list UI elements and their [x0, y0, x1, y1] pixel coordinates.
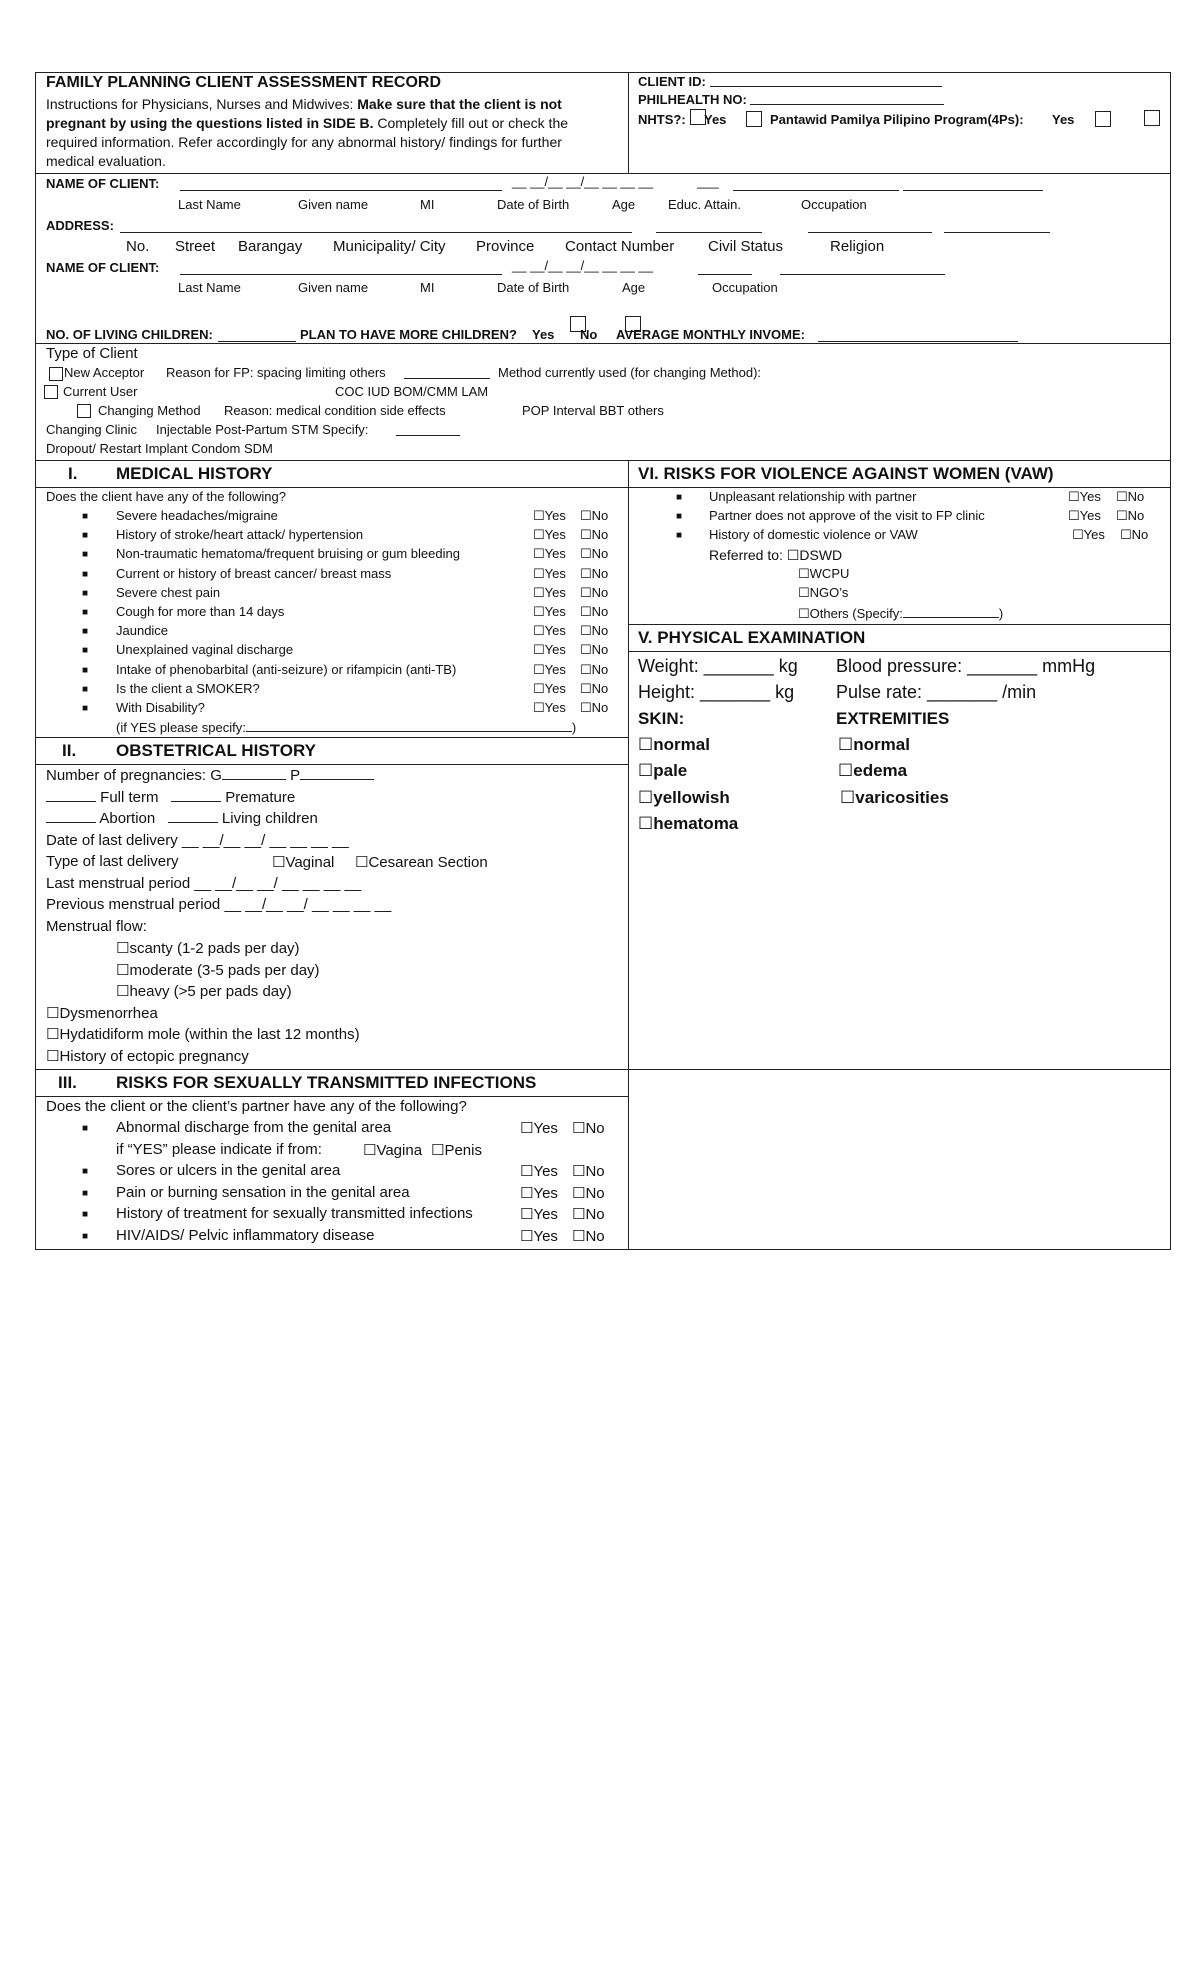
instructions-line-3: required information. Refer accordingly for any abnormal history/ findings for further [46, 134, 562, 150]
medical-item-vaginal-discharge: Unexplained vaginal discharge [116, 642, 294, 658]
spouse-name-field[interactable] [180, 262, 502, 275]
sti-item-4: History of treatment for sexually transmitted infections [116, 1205, 473, 1222]
bullet-icon: ■ [82, 1123, 89, 1134]
sub-mi: MI [420, 197, 435, 212]
medical-section-title: MEDICAL HISTORY [116, 464, 273, 483]
sti-item-2: Sores or ulcers in the genital area [116, 1162, 341, 1179]
bullet-icon: ■ [82, 645, 89, 657]
medical-yes-option[interactable]: ☐Yes [533, 661, 566, 677]
full-term-row: Full term Premature [46, 789, 295, 806]
bullet-icon: ■ [82, 664, 89, 676]
religion-field[interactable] [944, 220, 1050, 233]
medical-item-disability: With Disability? [116, 700, 205, 715]
sub2-dob: Date of Birth [497, 280, 570, 295]
pmp-row: Previous menstrual period __ __/__ __/ __ __ __ __ [46, 896, 392, 913]
vaginal-option[interactable]: ☐Vaginal [272, 854, 335, 871]
pulse-rate-field[interactable]: Pulse rate: _______ /min [836, 682, 1037, 702]
medical-no-option[interactable]: ☐No [580, 604, 609, 619]
medical-yes-option[interactable]: ☐Yes [533, 700, 566, 715]
dropout-line: Dropout/ Restart Implant Condom SDM [46, 441, 273, 456]
pantawid-yes: Yes [1052, 112, 1075, 127]
bullet-icon: ■ [82, 511, 89, 522]
medical-item-cough: Cough for more than 14 days [116, 604, 285, 619]
obstetric-section-title: OBSTETRICAL HISTORY [116, 741, 316, 760]
vaw-yes-option[interactable]: ☐Yes [1068, 489, 1101, 504]
medical-item-stroke: History of stroke/heart attack/ hypertension [116, 527, 364, 543]
rule-med-end [35, 737, 628, 738]
heavy-option[interactable]: ☐heavy (>5 per pads day) [116, 983, 292, 1000]
address-label: ADDRESS: [46, 218, 114, 233]
instructions-line-1: Instructions for Physicians, Nurses and Midwives: Make sure that the client is not [46, 96, 562, 112]
referred-dswd[interactable]: Referred to: ☐DSWD [709, 547, 843, 563]
medical-yes-option[interactable]: ☐Yes [533, 623, 566, 639]
medical-no-option[interactable]: ☐No [580, 642, 609, 658]
ext-varicosities-option[interactable]: ☐varicosities [840, 788, 949, 807]
client-age-field[interactable]: ___ [697, 174, 719, 189]
addr-contact: Contact Number [565, 238, 675, 255]
bullet-icon: ■ [676, 492, 683, 503]
vaw-no-option[interactable]: ☐No [1116, 508, 1145, 524]
client-educ-field[interactable] [733, 178, 899, 191]
medical-question: Does the client have any of the following? [46, 489, 286, 504]
client-id-label: CLIENT ID: [638, 74, 706, 89]
methods-line-2: POP Interval BBT others [522, 403, 664, 418]
medical-yes-option[interactable]: ☐Yes [533, 680, 566, 696]
spouse-name-label: NAME OF CLIENT: [46, 260, 160, 275]
medical-item-headaches: Severe headaches/migraine [116, 508, 278, 523]
rule-client [35, 343, 1171, 344]
obstetric-section-number: II. [62, 741, 77, 760]
addr-street: Street [175, 238, 216, 255]
sti-item-3: Pain or burning sensation in the genital area [116, 1184, 410, 1201]
sub-occupation: Occupation [801, 197, 867, 212]
new-acceptor-label: New Acceptor [64, 365, 145, 380]
addr-no: No. [126, 238, 150, 255]
dysmenorrhea-option[interactable]: ☐Dysmenorrhea [46, 1005, 158, 1022]
sti-item-1-no[interactable]: ☐No [572, 1120, 605, 1137]
current-user-label: Current User [63, 384, 138, 399]
changing-method-label: Changing Method [98, 403, 201, 418]
client-id-field[interactable] [710, 74, 942, 87]
medical-section-number: I. [68, 464, 78, 483]
column-divider [628, 460, 629, 1250]
spouse-dob-field[interactable]: __ __/__ __/__ __ __ __ [512, 258, 653, 273]
rule-type [35, 460, 1171, 461]
vaw-section-title: VI. RISKS FOR VIOLENCE AGAINST WOMEN (VAW) [638, 464, 1054, 483]
medical-item-chest-pain: Severe chest pain [116, 584, 221, 600]
bullet-icon: ■ [82, 1166, 89, 1177]
sub-dob: Date of Birth [497, 197, 570, 212]
civil-status-field[interactable] [808, 220, 932, 233]
client-name-field[interactable] [180, 178, 502, 191]
instructions-line-2: pregnant by using the questions listed in SIDE B. Completely fill out or check the [46, 115, 569, 131]
type-delivery-label: Type of last delivery [46, 853, 179, 870]
sti-item-4-yes[interactable]: ☐Yes [520, 1206, 558, 1223]
bullet-icon: ■ [82, 626, 89, 638]
methods-line-1: COC IUD BOM/CMM LAM [335, 384, 489, 399]
rule-obs-title [35, 764, 628, 765]
nhts-yes: Yes [704, 112, 727, 127]
nhts-label: NHTS?: [638, 112, 686, 127]
philhealth-label: PHILHEALTH NO: [638, 92, 747, 107]
sti-item-4-no[interactable]: ☐No [572, 1206, 605, 1223]
plan-no: No [580, 327, 598, 342]
bullet-icon: ■ [82, 607, 89, 618]
bullet-icon: ■ [82, 549, 89, 561]
client-dob-field[interactable]: __ __/__ __/__ __ __ __ [512, 174, 653, 189]
ext-normal-option[interactable]: ☐normal [838, 735, 910, 754]
medical-yes-option[interactable]: ☐Yes [533, 604, 566, 619]
medical-item-phenobarbital: Intake of phenobarbital (anti-seizure) or rifampicin (anti-TB) [116, 661, 457, 677]
weight-field[interactable]: Weight: _______ kg [638, 656, 798, 676]
addr-barangay: Barangay [238, 238, 303, 255]
skin-yellowish-option[interactable]: ☐yellowish [638, 788, 730, 807]
medical-no-option[interactable]: ☐No [580, 584, 609, 600]
client-type-heading: Type of Client [46, 345, 138, 362]
rule-sti-title [35, 1096, 628, 1097]
bullet-icon: ■ [82, 587, 89, 599]
bullet-icon: ■ [82, 530, 89, 542]
reason-change: Reason: medical condition side effects [224, 403, 446, 418]
sti-item-5-yes[interactable]: ☐Yes [520, 1228, 558, 1245]
stm-specify-field[interactable] [396, 423, 460, 436]
medical-item-jaundice: Jaundice [116, 623, 169, 639]
client-occupation-field[interactable] [903, 178, 1043, 191]
last-delivery-row: Date of last delivery __ __/__ __/ __ __ __ __ [46, 832, 349, 849]
vagina-option[interactable]: ☐Vagina [363, 1142, 423, 1159]
hydatidiform-option[interactable]: ☐Hydatidiform mole (within the last 12 months) [46, 1026, 360, 1043]
method-current-label: Method currently used (for changing Method): [498, 365, 762, 380]
bullet-icon: ■ [82, 683, 89, 695]
medical-no-option[interactable]: ☐No [580, 680, 609, 696]
rule-obs-end [35, 1069, 1171, 1070]
vaw-item-domestic-violence: History of domestic violence or VAW [709, 527, 918, 543]
sub2-occupation: Occupation [712, 280, 778, 295]
ectopic-option[interactable]: ☐History of ectopic pregnancy [46, 1048, 249, 1065]
living-children-field[interactable] [218, 329, 296, 342]
form-title: FAMILY PLANNING CLIENT ASSESSMENT RECORD [46, 74, 441, 91]
sti-item-1-yes[interactable]: ☐Yes [520, 1120, 558, 1137]
medical-yes-option[interactable]: ☐Yes [533, 508, 566, 523]
medical-no-option[interactable]: ☐No [580, 700, 609, 715]
medical-yes-option[interactable]: ☐Yes [533, 584, 566, 600]
address-field[interactable] [120, 220, 632, 233]
sti-if-yes: if “YES” please indicate if from: [116, 1141, 322, 1158]
pantawid-label: Pantawid Pamilya Pilipino Program(4Ps): [770, 112, 1024, 127]
referred-ngos[interactable]: ☐NGO’s [798, 585, 849, 600]
living-children-label: NO. OF LIVING CHILDREN: [46, 327, 213, 342]
rule-med-title [35, 487, 628, 488]
sub-given-name: Given name [298, 197, 369, 212]
medical-no-option[interactable]: ☐No [580, 661, 609, 677]
rule-vaw-title [628, 487, 1171, 488]
current-user-checkbox[interactable] [44, 385, 58, 399]
plan-more-label: PLAN TO HAVE MORE CHILDREN? [300, 327, 517, 342]
moderate-option[interactable]: ☐moderate (3-5 pads per day) [116, 962, 320, 979]
sti-section-title: RISKS FOR SEXUALLY TRANSMITTED INFECTIONS [116, 1073, 537, 1092]
changing-clinic-label: Changing Clinic [46, 422, 138, 437]
new-acceptor-checkbox[interactable] [49, 367, 63, 381]
sti-item-3-yes[interactable]: ☐Yes [520, 1185, 558, 1202]
sub-age: Age [612, 197, 636, 212]
client-name-label: NAME OF CLIENT: [46, 176, 160, 191]
spouse-age-field[interactable] [698, 262, 752, 275]
skin-hematoma-option[interactable]: ☐hematoma [638, 814, 739, 833]
vaw-yes-option[interactable]: ☐Yes [1068, 508, 1101, 524]
reason-fp-others-field[interactable] [404, 366, 490, 379]
pantawid-no-checkbox[interactable] [1144, 110, 1160, 126]
avg-income-label: AVERAGE MONTHLY INVOME: [616, 327, 806, 342]
plan-yes: Yes [532, 327, 555, 342]
skin-heading: SKIN: [638, 709, 685, 728]
sti-item-3-no[interactable]: ☐No [572, 1185, 605, 1202]
vaw-item-unpleasant-relationship: Unpleasant relationship with partner [709, 489, 917, 504]
bullet-icon: ■ [676, 511, 683, 523]
changing-method-checkbox[interactable] [77, 404, 91, 418]
vaw-item-partner-disapproval: Partner does not approve of the visit to FP clinic [709, 508, 985, 524]
height-field[interactable]: Height: _______ kg [638, 682, 795, 702]
sub2-age: Age [622, 280, 646, 295]
vaw-yes-option[interactable]: ☐Yes [1072, 527, 1105, 543]
sub2-last-name: Last Name [178, 280, 241, 295]
sti-item-2-no[interactable]: ☐No [572, 1163, 605, 1180]
pe-section-title: V. PHYSICAL EXAMINATION [638, 628, 866, 647]
medical-item-breast-cancer: Current or history of breast cancer/ breast mass [116, 565, 392, 581]
avg-income-field[interactable] [818, 329, 1018, 342]
rule-vaw-end [628, 624, 1171, 625]
disability-specify: (if YES please specify: ) [116, 720, 577, 735]
philhealth-field[interactable] [750, 92, 944, 105]
medical-no-option[interactable]: ☐No [580, 623, 609, 639]
bullet-icon: ■ [82, 1209, 89, 1220]
sti-item-1: Abnormal discharge from the genital area [116, 1119, 392, 1136]
skin-normal-option[interactable]: ☐normal [638, 735, 710, 754]
bullet-icon: ■ [676, 530, 683, 542]
medical-no-option[interactable]: ☐No [580, 508, 609, 523]
medical-no-option[interactable]: ☐No [580, 546, 609, 562]
medical-item-hematoma: Non-traumatic hematoma/frequent bruising or gum bleeding [116, 546, 460, 562]
sti-section-number: III. [58, 1073, 77, 1092]
sti-question: Does the client or the client’s partner have any of the following? [46, 1098, 467, 1115]
bullet-icon: ■ [82, 703, 89, 714]
addr-civil-status: Civil Status [708, 238, 784, 255]
referred-others[interactable]: ☐Others (Specify: ) [798, 606, 1004, 621]
reason-fp: Reason for FP: spacing limiting others [166, 365, 386, 380]
medical-yes-option[interactable]: ☐Yes [533, 642, 566, 658]
medical-yes-option[interactable]: ☐Yes [533, 546, 566, 562]
ext-edema-option[interactable]: ☐edema [838, 761, 908, 780]
spouse-occupation-field[interactable] [780, 262, 945, 275]
addr-province: Province [476, 238, 535, 255]
referred-wcpu[interactable]: ☐WCPU [798, 566, 850, 581]
sti-item-5-no[interactable]: ☐No [572, 1228, 605, 1245]
contact-field[interactable] [656, 220, 762, 233]
medical-no-option[interactable]: ☐No [580, 527, 609, 543]
sub-last-name: Last Name [178, 197, 241, 212]
sti-item-5: HIV/AIDS/ Pelvic inflammatory disease [116, 1227, 375, 1244]
rule-pe-title [628, 651, 1171, 652]
scanty-option[interactable]: ☐scanty (1-2 pads per day) [116, 940, 300, 957]
header-divider [628, 72, 629, 174]
addr-municipality: Municipality/ City [333, 238, 446, 255]
abortion-row: Abortion Living children [46, 810, 318, 827]
bullet-icon: ■ [82, 1231, 89, 1242]
instructions-line-4: medical evaluation. [46, 153, 166, 169]
lmp-row: Last menstrual period __ __/__ __/ __ __ __ __ [46, 875, 362, 892]
cesarean-option[interactable]: ☐Cesarean Section [355, 854, 488, 871]
sti-item-2-yes[interactable]: ☐Yes [520, 1163, 558, 1180]
vaw-no-option[interactable]: ☐No [1120, 527, 1149, 543]
sub2-mi: MI [420, 280, 435, 295]
medical-no-option[interactable]: ☐No [580, 565, 609, 581]
medical-item-smoker: Is the client a SMOKER? [116, 680, 260, 696]
penis-option[interactable]: ☐Penis [431, 1142, 482, 1159]
sub-educ: Educ. Attain. [668, 197, 741, 212]
addr-religion: Religion [830, 238, 885, 255]
bullet-icon: ■ [82, 568, 89, 580]
menstrual-flow-label: Menstrual flow: [46, 918, 147, 935]
sub2-given-name: Given name [298, 280, 369, 295]
bullet-icon: ■ [82, 1188, 89, 1199]
pantawid-yes-checkbox[interactable] [1095, 111, 1111, 127]
nhts-no-checkbox[interactable] [746, 111, 762, 127]
medical-yes-option[interactable]: ☐Yes [533, 527, 566, 543]
pregnancies-row: Number of pregnancies: G P [46, 767, 374, 784]
extremities-heading: EXTREMITIES [836, 709, 950, 728]
vaw-no-option[interactable]: ☐No [1116, 489, 1145, 504]
medical-yes-option[interactable]: ☐Yes [533, 565, 566, 581]
skin-pale-option[interactable]: ☐pale [638, 761, 688, 780]
methods-line-3: Injectable Post-Partum STM Specify: [156, 422, 369, 437]
blood-pressure-field[interactable]: Blood pressure: _______ mmHg [836, 656, 1096, 676]
